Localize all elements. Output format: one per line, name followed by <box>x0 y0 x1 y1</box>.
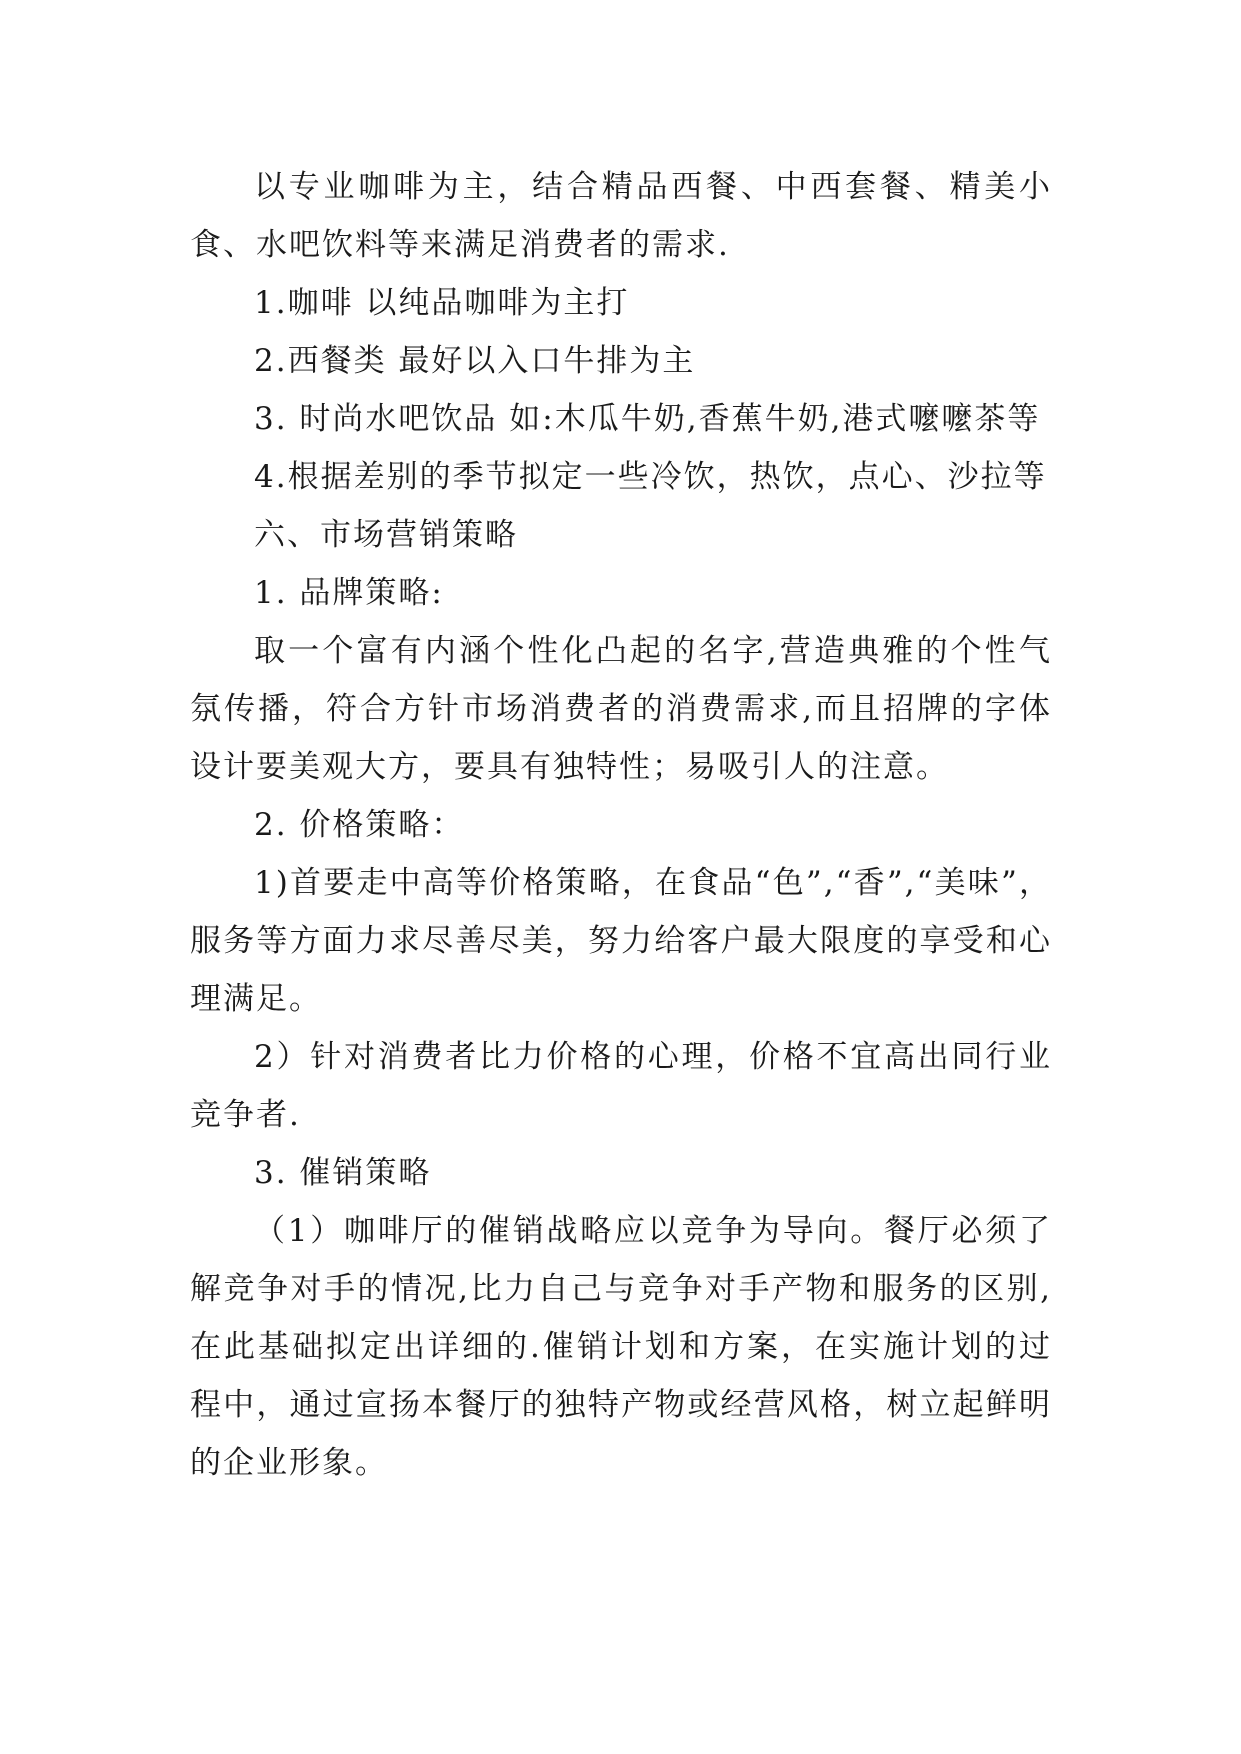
paragraph-price-strategy-2: 2）针对消费者比力价格的心理，价格不宜高出同行业竞争者. <box>190 1039 1052 1133</box>
paragraph-brand-strategy: 取一个富有内涵个性化凸起的名字,营造典雅的个性气氛传播，符合方针市场消费者的消费需求,而且招牌的字体设计要美观大方，要具有独特性；易吸引人的注意。 <box>190 633 1052 785</box>
document-body <box>190 158 1052 1492</box>
subheading-brand-strategy: 1. 品牌策略: <box>254 575 444 611</box>
list-item-western-food: 2.西餐类 最好以入口牛排为主 <box>254 343 696 379</box>
list-item-seasonal: 4.根据差别的季节拟定一些冷饮，热饮，点心、沙拉等 <box>254 459 1047 495</box>
list-item-coffee: 1.咖啡 以纯品咖啡为主打 <box>254 285 630 321</box>
subheading-price-strategy: 2. 价格策略： <box>254 807 465 843</box>
paragraph-intro: 以专业咖啡为主，结合精品西餐、中西套餐、精美小食、水吧饮料等来满足消费者的需求. <box>190 169 1052 263</box>
paragraph-promotion-strategy-1: （1）咖啡厅的催销战略应以竞争为导向。餐厅必须了解竞争对手的情况,比力自己与竞争对手产物和服务的区别,在此基础拟定出详细的.催销计划和方案，在实施计划的过程中，通过宣扬本餐厅的独特产物或经营风格，树立起鲜明的企业形象。 <box>190 1213 1052 1481</box>
section-heading-marketing: 六、市场营销策略 <box>254 517 518 553</box>
list-item-drinks: 3. 时尚水吧饮品 如:木瓜牛奶,香蕉牛奶,港式嚒嚒茶等 <box>254 401 1041 437</box>
paragraph-price-strategy-1: 1)首要走中高等价格策略，在食品“色”,“香”,“美味”，服务等方面力求尽善尽美，努力给客户最大限度的享受和心理满足。 <box>190 865 1052 1017</box>
subheading-promotion-strategy: 3. 催销策略 <box>254 1155 432 1191</box>
